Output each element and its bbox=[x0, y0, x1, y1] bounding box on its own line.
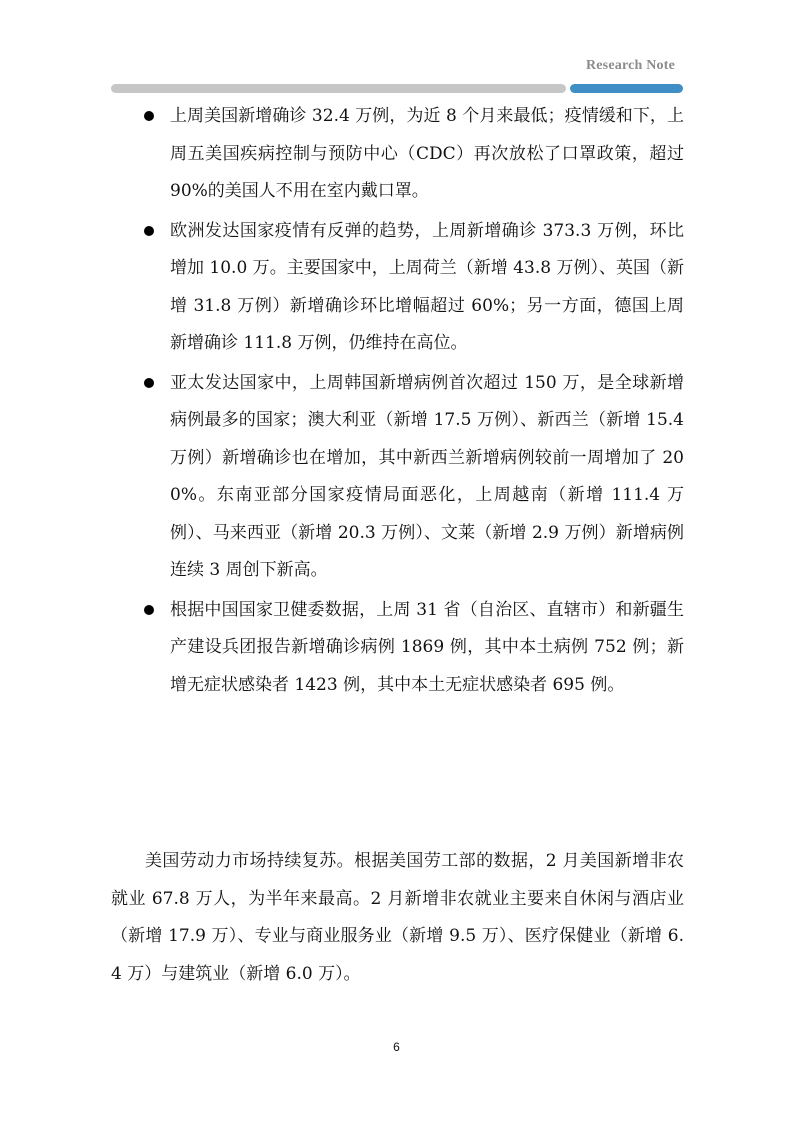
bullet-dot-icon bbox=[144, 226, 154, 236]
header-bar-grey-segment bbox=[111, 84, 566, 93]
page-number: 6 bbox=[393, 1040, 400, 1054]
bullet-text: 欧洲发达国家疫情有反弹的趋势，上周新增确诊 373.3 万例，环比增加 10.0 万。主要国家中，上周荷兰（新增 43.8 万例）、英国（新增 31.8 万例）新增确诊环比增幅超过 60%；另一方面，德国上周新增确诊 111.8 万例，仍维持在高位。 bbox=[170, 220, 684, 353]
bullet-dot-icon bbox=[144, 378, 154, 388]
bullet-list bbox=[0, 98, 793, 706]
bullet-dot-icon bbox=[144, 605, 154, 615]
bullet-item-asia-pacific bbox=[0, 365, 793, 590]
bullet-text: 亚太发达国家中，上周韩国新增病例首次超过 150 万，是全球新增病例最多的国家；澳大利亚（新增 17.5 万例）、新西兰（新增 15.4 万例）新增确诊也在增加，其中新西兰新增病例较前一周增加了 200%。东南亚部分国家疫情局面恶化，上周越南（新增 111.4 万例）、马来西亚（新增 20.3 万例）、文莱（新增 2.9 万例）新增病例连续 3 周创下新高。 bbox=[170, 372, 684, 580]
header-divider-bar bbox=[111, 84, 683, 93]
header-bar-blue-segment bbox=[570, 84, 683, 93]
body-paragraph-labor-market: 美国劳动力市场持续复苏。根据美国劳工部的数据，2 月美国新增非农就业 67.8 万人，为半年来最高。2 月新增非农就业主要来自休闲与酒店业（新增 17.9 万）、专业与商业服务业（新增 9.5 万）、医疗保健业（新增 6.4 万）与建筑业（新增 6.0 万）。 bbox=[111, 851, 684, 984]
bullet-item-china bbox=[0, 592, 793, 705]
bullet-dot-icon bbox=[144, 111, 154, 121]
bullet-item-europe bbox=[0, 213, 793, 363]
bullet-text: 上周美国新增确诊 32.4 万例，为近 8 个月来最低；疫情缓和下，上周五美国疾病控制与预防中心（CDC）再次放松了口罩政策，超过 90%的美国人不用在室内戴口罩。 bbox=[170, 106, 684, 201]
header-label: Research Note bbox=[585, 58, 675, 73]
bullet-item-us bbox=[0, 98, 793, 211]
bullet-text: 根据中国国家卫健委数据，上周 31 省（自治区、直辖市）和新疆生产建设兵团报告新增确诊病例 1869 例，其中本土病例 752 例；新增无症状感染者 1423 例，其中本土无症状感染者 695 例。 bbox=[170, 599, 684, 695]
